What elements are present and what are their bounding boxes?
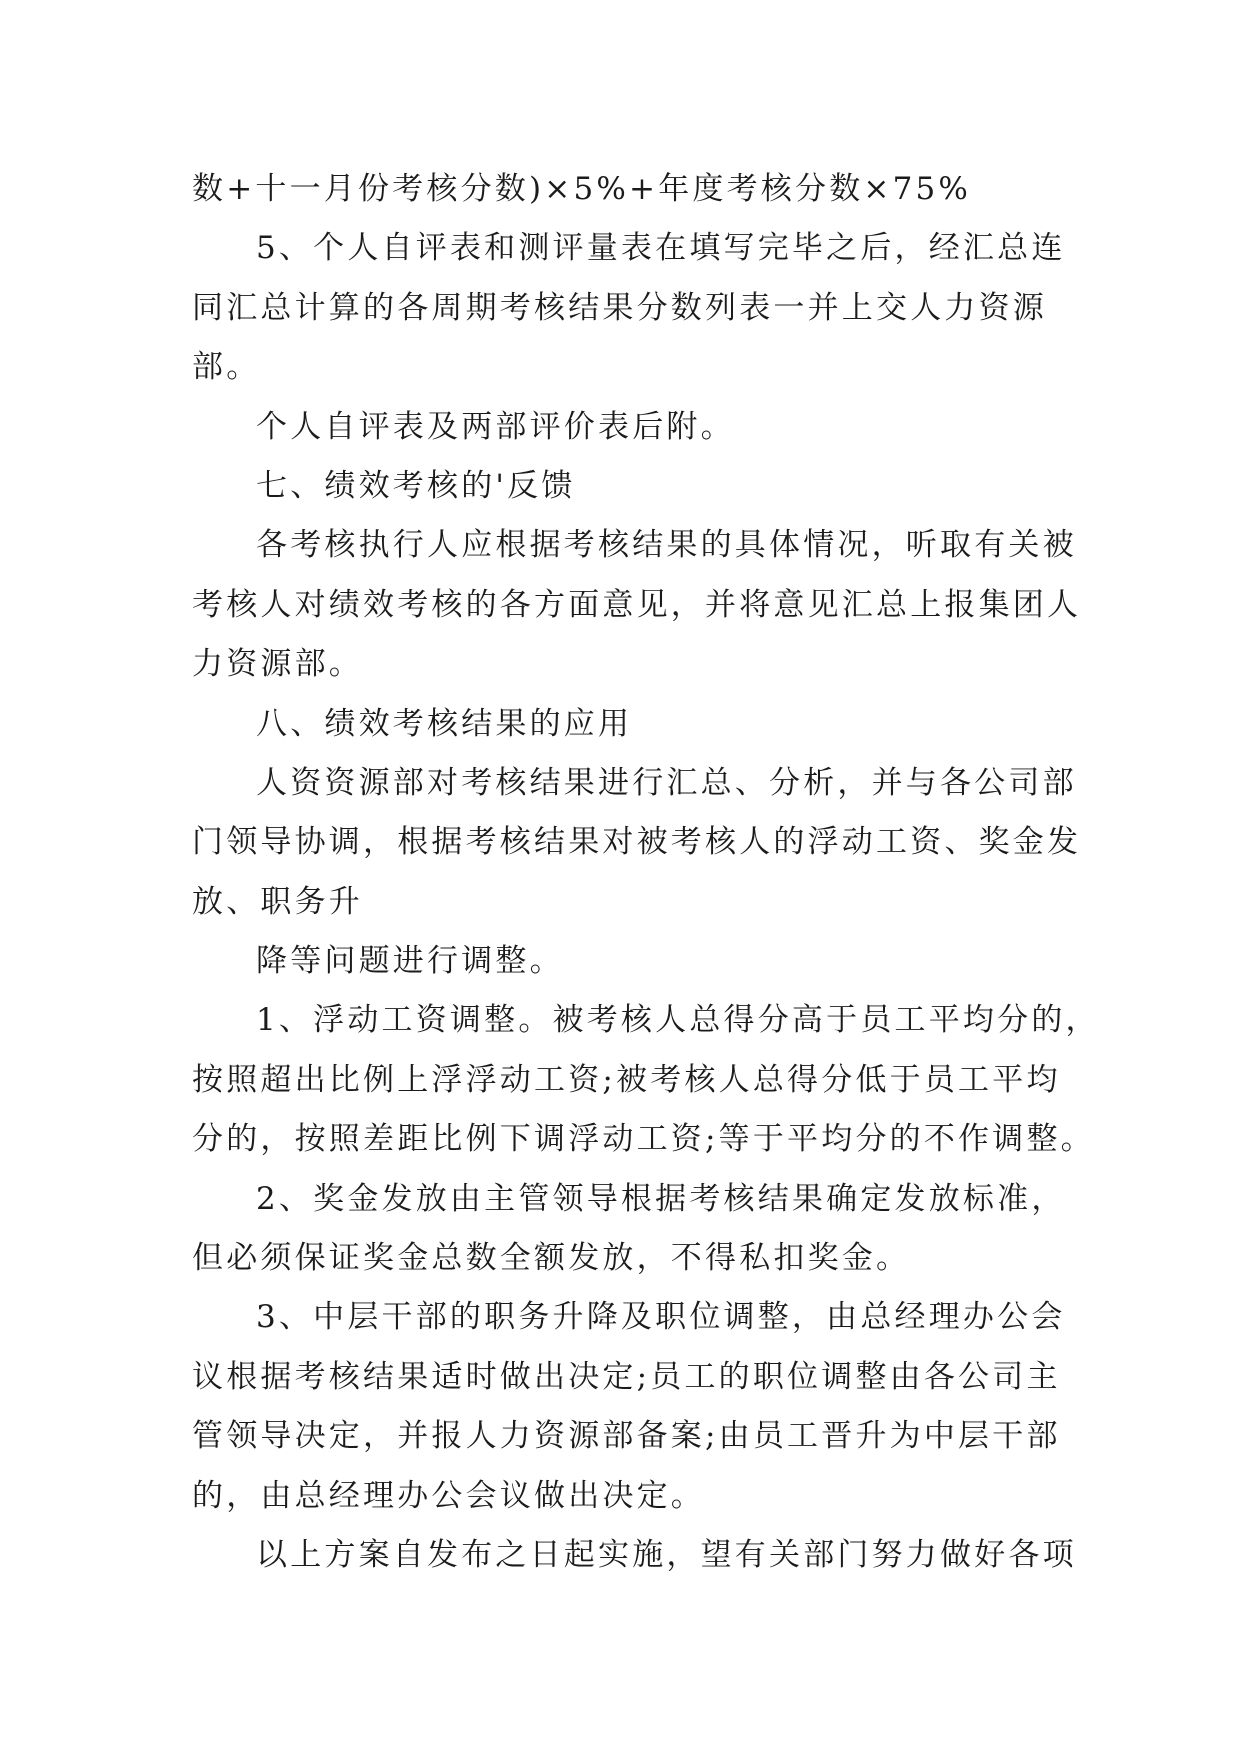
section-heading: 七、绩效考核的'反馈 [256,467,576,504]
text-line: 议根据考核结果适时做出决定;员工的职位调整由各公司主 [192,1358,1061,1395]
text-line: 人资资源部对考核结果进行汇总、分析，并与各公司部 [256,764,1077,801]
text-line: 按照超出比例上浮浮动工资;被考核人总得分低于员工平均 [192,1061,1061,1098]
text-line: 以上方案自发布之日起实施，望有关部门努力做好各项 [256,1536,1077,1573]
text-line: 3、中层干部的职务升降及职位调整，由总经理办公会 [256,1299,1066,1336]
text-line: 同汇总计算的各周期考核结果分数列表一并上交人力资源 [192,289,1047,326]
text-line: 1、浮动工资调整。被考核人总得分高于员工平均分的， [256,1002,1100,1039]
text-line: 各考核执行人应根据考核结果的具体情况，听取有关被 [256,527,1077,564]
text-line: 放、职务升 [192,883,363,920]
text-line: 部。 [192,349,261,386]
section-heading: 八、绩效考核结果的应用 [256,705,633,742]
text-line: 个人自评表及两部评价表后附。 [256,408,735,445]
text-line: 力资源部。 [192,646,363,683]
text-line: 管领导决定，并报人力资源部备案;由员工晋升为中层干部 [192,1418,1061,1455]
text-line: 考核人对绩效考核的各方面意见，并将意见汇总上报集团人 [192,586,1082,623]
text-line: 5、个人自评表和测评量表在填写完毕之后，经汇总连 [256,230,1066,267]
text-line: 2、奖金发放由主管领导根据考核结果确定发放标准， [256,1180,1066,1217]
text-line: 降等问题进行调整。 [256,943,564,980]
text-line: 分的，按照差距比例下调浮动工资;等于平均分的不作调整。 [192,1121,1095,1158]
text-line: 但必须保证奖金总数全额发放，不得私扣奖金。 [192,1240,911,1277]
text-line: 数+十一月份考核分数)×5%+年度考核分数×75% [192,171,972,207]
text-line: 的，由总经理办公会议做出决定。 [192,1477,705,1514]
document-body [192,160,1100,1585]
text-line: 门领导协调，根据考核结果对被考核人的浮动工资、奖金发 [192,824,1082,861]
